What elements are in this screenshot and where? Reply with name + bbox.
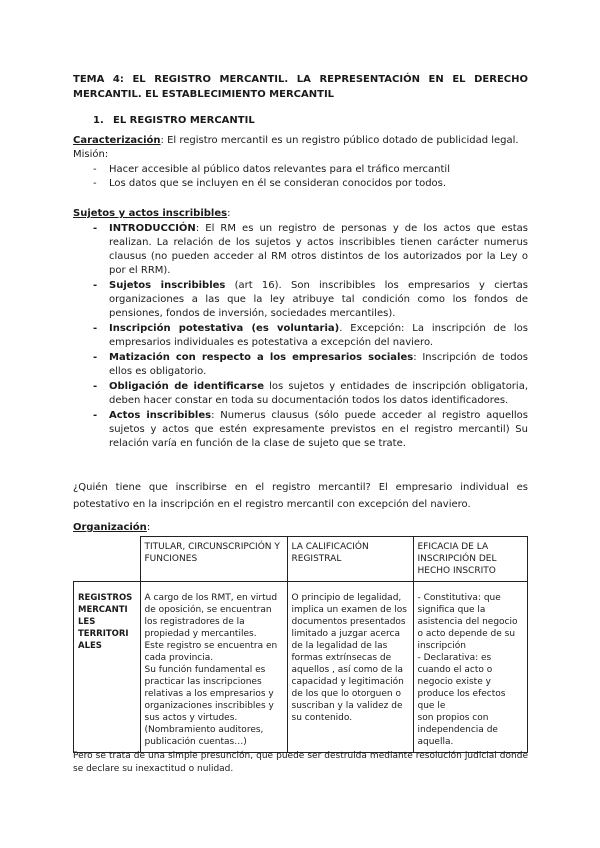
organizacion-label: Organización xyxy=(73,522,147,533)
dash-bullet: - xyxy=(93,381,98,392)
item-text: (art 16). Son inscribibles los empresarios y ciertas organizaciones a las que la ley atribuye tal condición como los fondos de pensiones, fondos de inversión, sociedades mercantiles). xyxy=(109,280,528,319)
cell-eficacia: - Constitutiva: que significa que la asistencia del negocio o acto depende de su inscripción - Declarativa: es cuando el acto o negocio existe y produce los efectos que le son propios con independencia de aquella. xyxy=(413,582,527,753)
sujetos-list xyxy=(93,222,528,452)
sujetos-label: Sujetos y actos inscribibles xyxy=(73,208,228,219)
sujetos-heading xyxy=(73,207,528,221)
item-bold: INTRODUCCIÓN xyxy=(109,223,196,234)
list-item xyxy=(93,409,528,451)
caracterizacion-text: : El registro mercantil es un registro público dotado de publicidad legal. xyxy=(160,135,519,146)
mision-label: Misión: xyxy=(73,149,109,160)
section-number: 1. xyxy=(93,115,104,126)
item-text: los sujetos y entidades de inscripción obligatoria, deben hacer constar en toda su documentación todos los datos identificadores. xyxy=(109,381,529,406)
dash-bullet: - xyxy=(93,178,97,189)
table-header-empty xyxy=(74,537,141,582)
dash-bullet: - xyxy=(93,223,98,234)
section-title: EL REGISTRO MERCANTIL xyxy=(113,115,255,126)
organizacion-table xyxy=(73,536,528,753)
list-item xyxy=(93,163,528,177)
list-item xyxy=(93,177,528,191)
list-item xyxy=(93,222,528,278)
table-header-eficacia: EFICACIA DE LA INSCRIPCIÓN DEL HECHO INSCRITO xyxy=(413,537,527,582)
row-label-line: LES xyxy=(78,617,96,627)
row-label-line: MERCANTI xyxy=(78,605,128,615)
table-header-titular: TITULAR, CIRCUNSCRIPCIÓN Y FUNCIONES xyxy=(140,537,287,582)
cell-calificacion: O principio de legalidad, implica un examen de los documentos presentados limitado a juzgar acerca de la legalidad de las formas extrínsecas de aquellos , así como de la capacidad y legitimación de los que lo otorguen o suscriban y la validez de su contenido. xyxy=(287,582,413,753)
table-row xyxy=(74,582,528,753)
organizacion-suffix: : xyxy=(146,522,151,533)
dash-bullet: - xyxy=(93,280,98,291)
item-text: : Inscripción de todos ellos es obligatorio. xyxy=(109,352,528,377)
section-heading xyxy=(93,115,255,126)
list-item xyxy=(93,380,528,408)
question-paragraph: ¿Quién tiene que inscribirse en el registro mercantil? El empresario individual es potestativo en la inscripción en el registro mercantil con excepción del naviero. xyxy=(73,482,528,510)
document-title: TEMA 4: EL REGISTRO MERCANTIL. LA REPRESENTACIÓN EN EL DERECHO MERCANTIL. EL ESTABLECIMIENTO MERCANTIL xyxy=(73,74,528,100)
row-label-line: ALES xyxy=(78,641,102,651)
dash-bullet: - xyxy=(93,164,97,175)
cell-titular: A cargo de los RMT, en virtud de oposición, se encuentran los registradores de la propiedad y mercantiles. Este registro se encuentra en cada provincia. Su función fundamental es practicar las inscripciones relativas a los empresarios y organizaciones inscribibles y sus actos y virtudes. (Nombramiento auditores, publicación cuentas…) xyxy=(140,582,287,753)
list-item-text: Hacer accesible al público datos relevantes para el tráfico mercantil xyxy=(109,164,450,175)
item-text: . Excepción: La inscripción de los empresarios individuales es potestativa a excepción del naviero. xyxy=(109,323,528,348)
table-header-row xyxy=(74,537,528,582)
dash-bullet: - xyxy=(93,352,98,363)
item-bold: Matización con respecto a los empresarios sociales xyxy=(109,352,414,363)
row-label-line: REGISTROS xyxy=(78,593,133,603)
list-item xyxy=(93,322,528,350)
sujetos-suffix: : xyxy=(227,208,231,219)
item-bold: Sujetos inscribibles xyxy=(109,280,226,291)
footer-paragraph: Pero se trata de una simple presunción, que puede ser destruida mediante resolución judicial donde se declare su inexactitud o nulidad. xyxy=(73,751,528,774)
table-header-calificacion: LA CALIFICACIÓN REGISTRAL xyxy=(287,537,413,582)
item-bold: Obligación de identificarse xyxy=(109,381,265,392)
list-item xyxy=(93,351,528,379)
row-label-registros xyxy=(74,582,141,753)
mision-list xyxy=(93,163,528,191)
dash-bullet: - xyxy=(93,323,98,334)
organizacion-heading xyxy=(73,522,150,533)
item-bold: Inscripción potestativa (es voluntaria) xyxy=(109,323,340,334)
row-label-line: TERRITORI xyxy=(78,629,129,639)
caracterizacion-label: Caracterización xyxy=(73,135,161,146)
item-text: : El RM es un registro de personas y de los actos que estas realizan. La relación de los sujetos y actos inscribibles tienen carácter numerus clausus (no pueden acceder al RM otros distintos de los autorizados por la Ley o por el RRM). xyxy=(109,223,528,276)
item-text: : Numerus clausus (sólo puede acceder al registro aquellos sujetos y actos que estén expresamente previstos en el registro mercantil) Su relación varía en función de la clase de sujeto que se trate. xyxy=(109,410,528,449)
list-item xyxy=(93,279,528,321)
item-bold: Actos inscribibles xyxy=(109,410,212,421)
dash-bullet: - xyxy=(93,410,98,421)
caracterizacion-paragraph xyxy=(73,134,528,162)
list-item-text: Los datos que se incluyen en él se consideran conocidos por todos. xyxy=(109,178,447,189)
